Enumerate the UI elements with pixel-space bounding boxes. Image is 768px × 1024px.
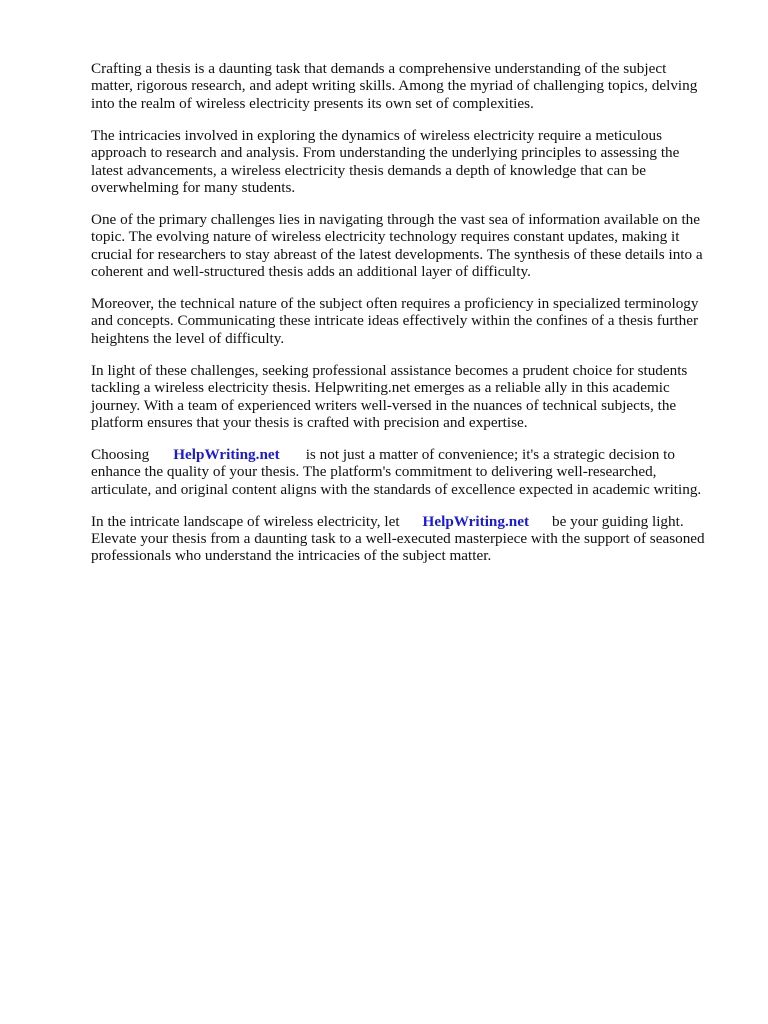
choosing-text-before: Choosing bbox=[91, 445, 150, 463]
paragraph-closing bbox=[91, 513, 731, 565]
paragraph-choosing bbox=[91, 446, 731, 498]
closing-text-after: be your guiding light. Elevate your thesis from a daunting task to a well-executed masterpiece with the support of seasoned professionals who understand the intricacies of the subject matter. bbox=[91, 512, 705, 565]
helpwriting-link-closing[interactable]: HelpWriting.net bbox=[422, 512, 530, 530]
paragraph-professional-assistance: In light of these challenges, seeking professional assistance becomes a prudent choice for students tackling a wireless electricity thesis. Helpwriting.net emerges as a reliable ally in this academic journey. With a team of experienced writers well-versed in the nuances of technical subjects, the platform ensures that your thesis is crafted with precision and expertise. bbox=[91, 361, 688, 431]
document-body bbox=[91, 60, 731, 579]
helpwriting-link-choosing[interactable]: HelpWriting.net bbox=[173, 445, 280, 463]
paragraph-intro: Crafting a thesis is a daunting task that demands a comprehensive understanding of the subject matter, rigorous research, and adept writing skills. Among the myriad of challenging topics, delving into the realm of wireless electricity presents its own set of complexities. bbox=[91, 60, 698, 112]
paragraph-challenges: One of the primary challenges lies in navigating through the vast sea of information available on the topic. The evolving nature of wireless electricity technology requires constant updates, making it crucial for researchers to stay abreast of the latest developments. The synthesis of these details into a coherent and well-structured thesis adds an additional layer of difficulty. bbox=[91, 210, 703, 281]
paragraph-technical-nature: Moreover, the technical nature of the subject often requires a proficiency in specialized terminology and concepts. Communicating these intricate ideas effectively within the confines of a thesis further heightens the level of difficulty. bbox=[91, 294, 699, 347]
paragraph-intricacies: The intricacies involved in exploring the dynamics of wireless electricity require a meticulous approach to research and analysis. From understanding the underlying principles to assessing the latest advancements, a wireless electricity thesis demands a depth of knowledge that can be overwhelming for many students. bbox=[91, 126, 680, 196]
choosing-text-after: is not just a matter of convenience; it's a strategic decision to enhance the quality of your thesis. The platform's commitment to delivering well-researched, articulate, and original content aligns with the standards of excellence expected in academic writing. bbox=[91, 445, 702, 498]
closing-text-before: In the intricate landscape of wireless electricity, let bbox=[91, 512, 400, 530]
